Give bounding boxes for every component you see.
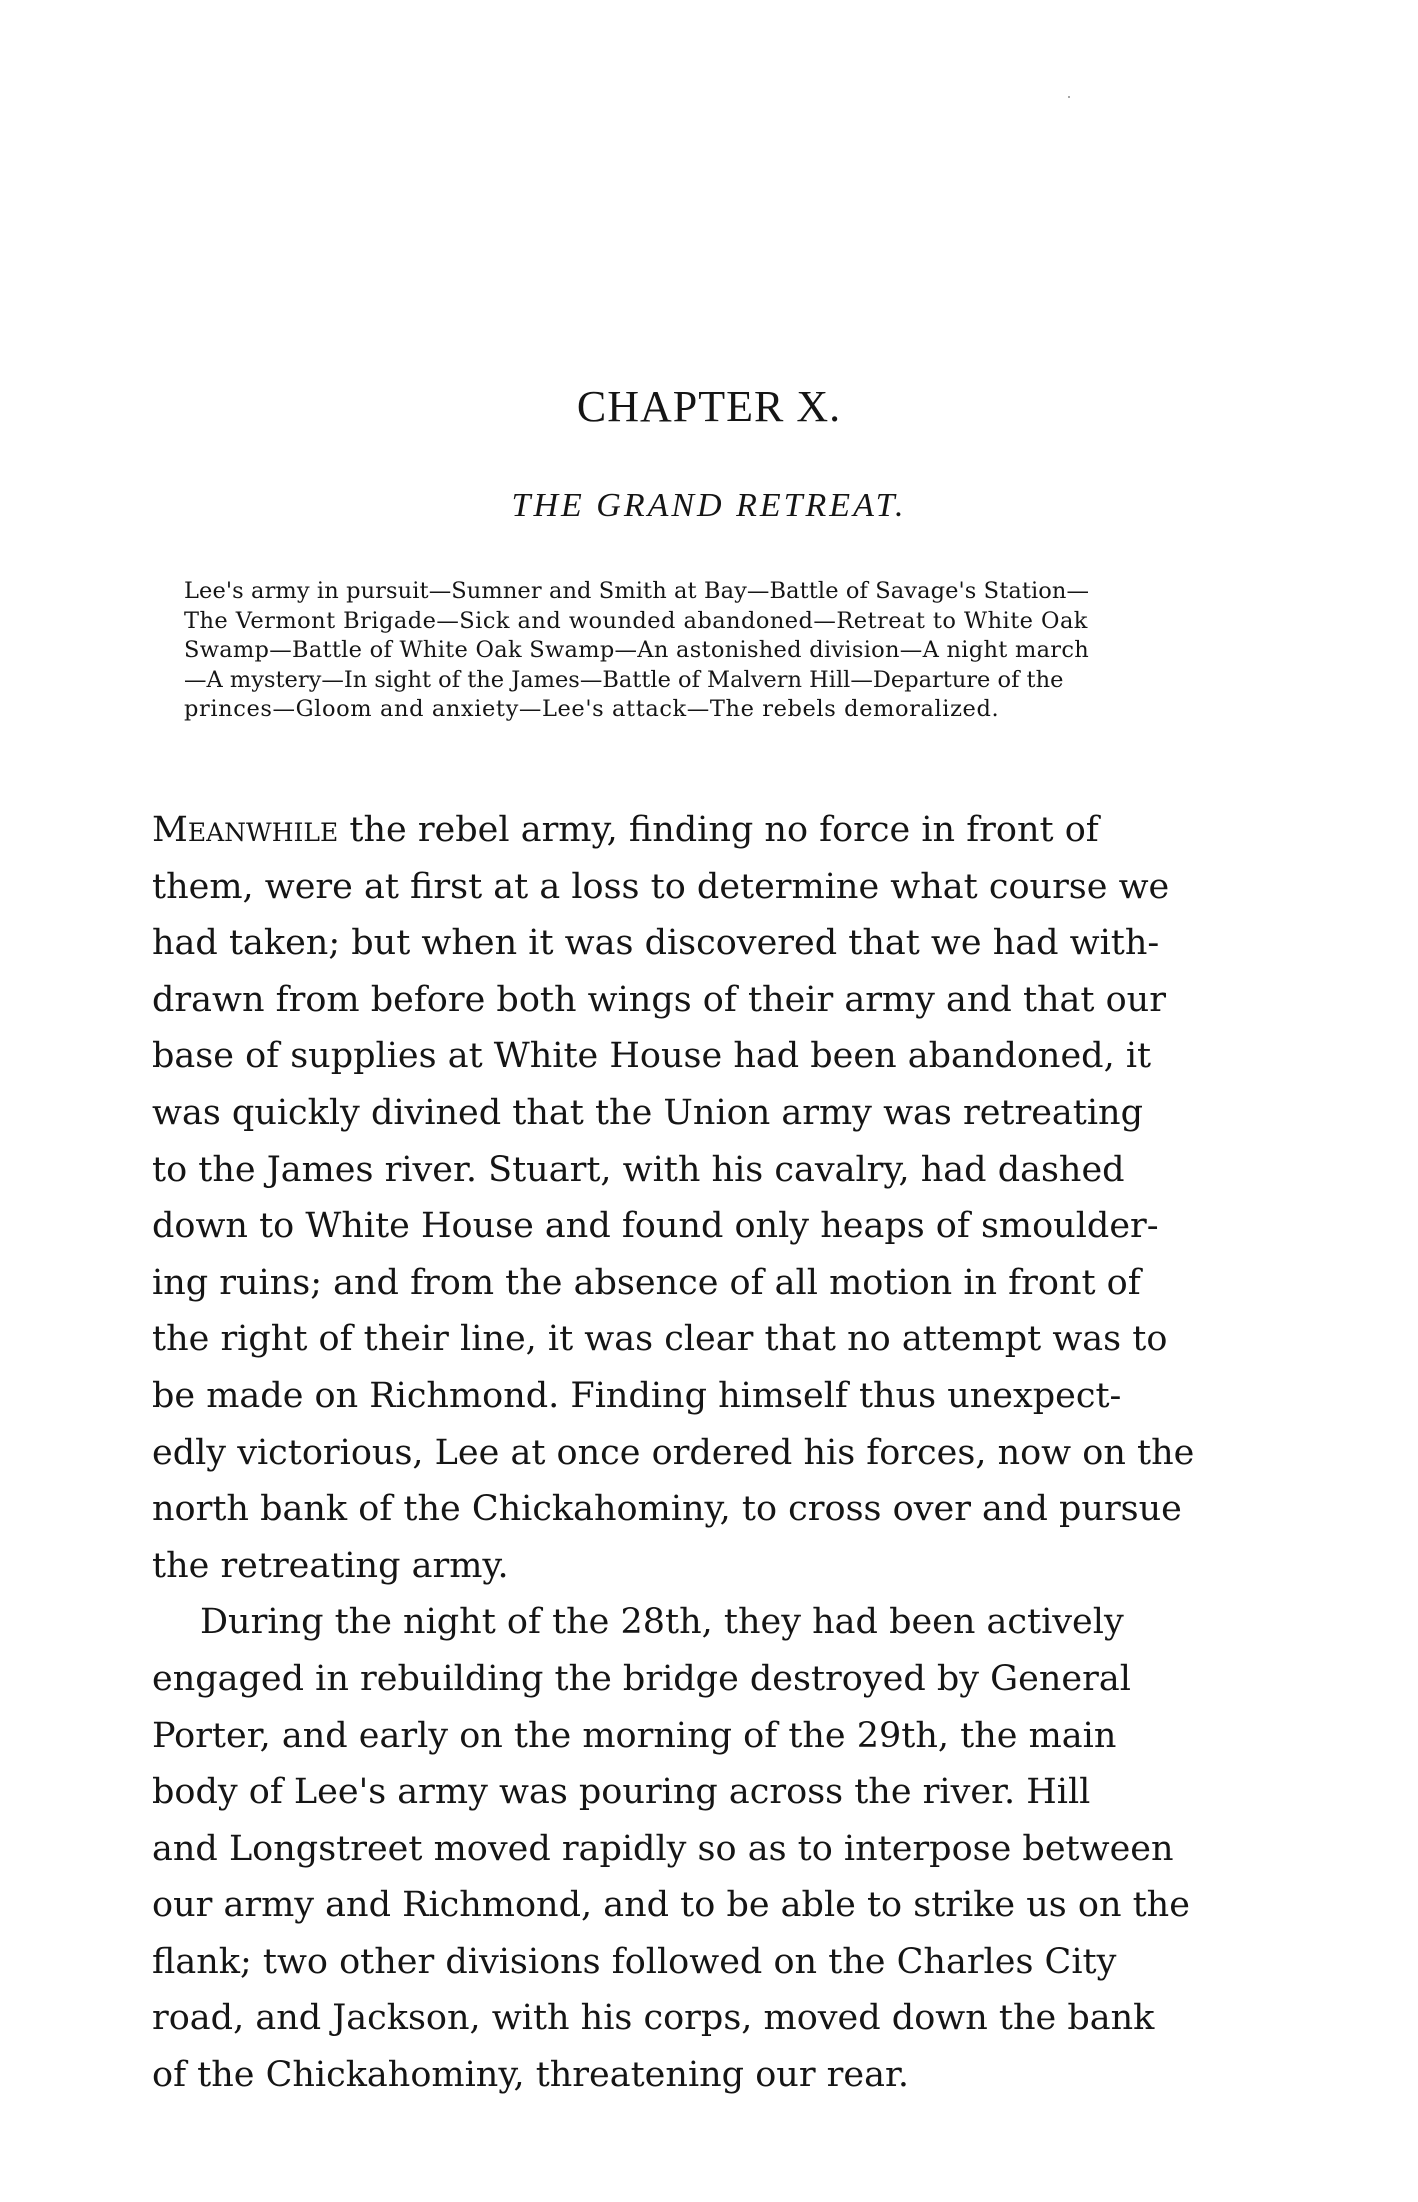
first-line-rest: the rebel army, finding no force in front of: [338, 810, 1099, 850]
body-line: our army and Richmond, and to be able to strike us on the: [152, 1885, 1190, 1926]
body-line: north bank of the Chickahominy, to cross over and pursue: [152, 1489, 1182, 1530]
chapter-synopsis: [184, 577, 1310, 725]
body-line: Porter, and early on the morning of the 29th, the main: [152, 1715, 1117, 1756]
body-line: and Longstreet moved rapidly so as to interpose between: [152, 1828, 1174, 1869]
body-line: down to White House and found only heaps of smoulder-: [152, 1206, 1159, 1247]
synopsis-line: Swamp—Battle of White Oak Swamp—An astonished division—A night march: [184, 637, 1089, 663]
body-line: engaged in rebuilding the bridge destroyed by General: [152, 1658, 1131, 1699]
body-line: body of Lee's army was pouring across the river. Hill: [152, 1772, 1091, 1813]
body-paragraphs: [0, 802, 1418, 2104]
lead-word: Meanwhile: [152, 810, 339, 850]
synopsis-line: Lee's army in pursuit—Sumner and Smith at Bay—Battle of Savage's Station—: [184, 578, 1090, 604]
body-line: be made on Richmond. Finding himself thus unexpect-: [152, 1375, 1122, 1416]
body-line: base of supplies at White House had been abandoned, it: [152, 1036, 1152, 1077]
body-line: ing ruins; and from the absence of all motion in front of: [152, 1262, 1141, 1303]
body-line: them, were at first at a loss to determine what course we: [152, 866, 1170, 907]
body-line: drawn from before both wings of their army and that our: [152, 979, 1166, 1020]
synopsis-line: —A mystery—In sight of the James—Battle of Malvern Hill—Departure of the: [184, 666, 1064, 693]
body-line: flank; two other divisions followed on the Charles City: [152, 1941, 1117, 1982]
chapter-title: CHAPTER X.: [576, 382, 842, 431]
body-line: to the James river. Stuart, with his cavalry, had dashed: [152, 1149, 1125, 1190]
body-line: edly victorious, Lee at once ordered his forces, now on the: [152, 1432, 1195, 1473]
body-line: road, and Jackson, with his corps, moved down the bank: [152, 1998, 1155, 2039]
body-line: the retreating army.: [152, 1545, 509, 1586]
body-line: [152, 802, 1418, 859]
chapter-subtitle: THE GRAND RETREAT.: [511, 487, 907, 524]
body-line: the right of their line, it was clear that no attempt was to: [152, 1319, 1168, 1360]
synopsis-line: The Vermont Brigade—Sick and wounded abandoned—Retreat to White Oak: [184, 607, 1088, 634]
synopsis-line: princes—Gloom and anxiety—Lee's attack—The rebels demoralized.: [184, 696, 1000, 722]
body-line: was quickly divined that the Union army was retreating: [152, 1092, 1144, 1133]
body-line: of the Chickahominy, threatening our rear.: [152, 2055, 909, 2096]
paper-speck: [1068, 96, 1070, 98]
body-line: had taken; but when it was discovered that we had with-: [152, 923, 1160, 964]
body-line: During the night of the 28th, they had been actively: [200, 1602, 1124, 1643]
